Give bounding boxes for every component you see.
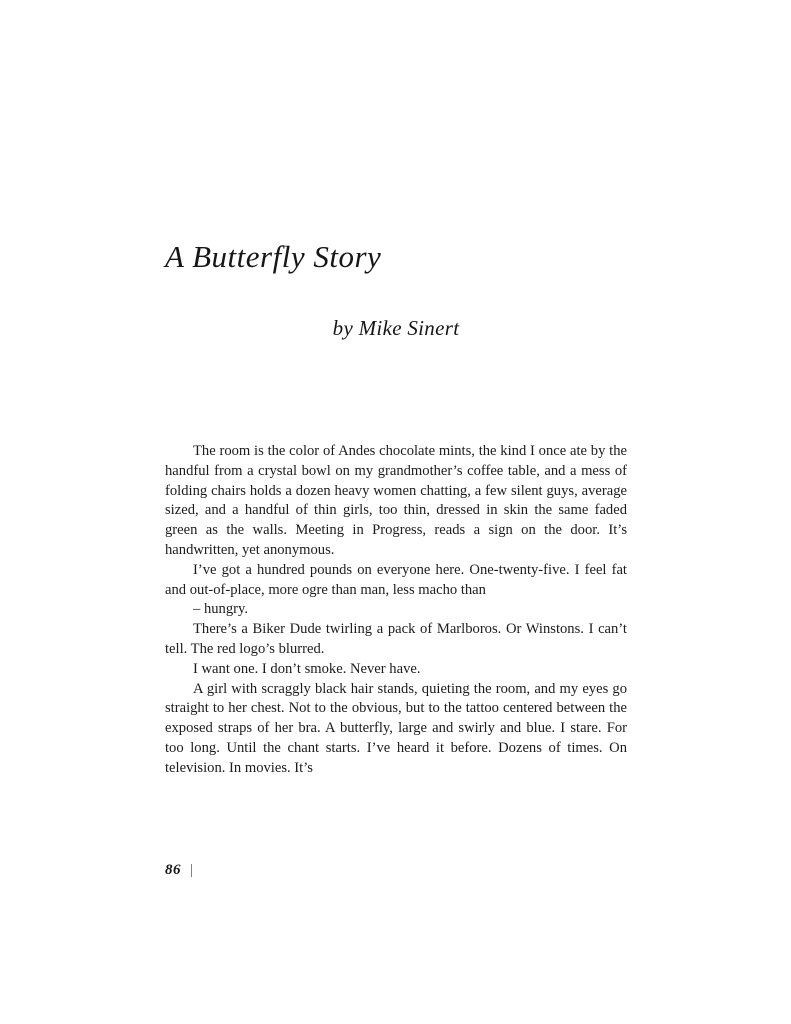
paragraph: A girl with scraggly black hair stands, quieting the room, and my eyes go straight to her chest. Not to the obvious, but to the tattoo centered between the exposed straps of her bra. A butterfly, large and swirly and blue. I stare. For too long. Until the chant starts. I’ve heard it before. Dozens of times. On television. In movies. It’s: [165, 680, 627, 776]
footer-separator: |: [190, 862, 194, 878]
page-content: [165, 0, 627, 779]
paragraph: I want one. I don’t smoke. Never have.: [193, 660, 421, 677]
story-title: A Butterfly Story: [165, 239, 382, 274]
paragraph: The room is the color of Andes chocolate mints, the kind I once ate by the handful from a crystal bowl on my grandmother’s coffee table, and a mess of folding chairs holds a dozen heavy women chatting, a few silent guys, average sized, and a handful of thin girls, too thin, dressed in skin the same faded green as the walls. Meeting in Progress, reads a sign on the door. It’s handwritten, yet anonymous.: [165, 443, 627, 559]
story-body: [165, 341, 627, 779]
paragraph: I’ve got a hundred pounds on everyone here. One-twenty-five. I feel fat and out-of-place, more ogre than man, less macho than: [165, 561, 627, 598]
paragraph: There’s a Biker Dude twirling a pack of Marlboros. Or Winstons. I can’t tell. The red logo’s blurred.: [165, 621, 627, 658]
page-number: 86: [165, 862, 181, 878]
paragraph: – hungry.: [193, 601, 248, 618]
page-footer: [165, 862, 627, 879]
story-byline: by Mike Sinert: [332, 316, 460, 341]
